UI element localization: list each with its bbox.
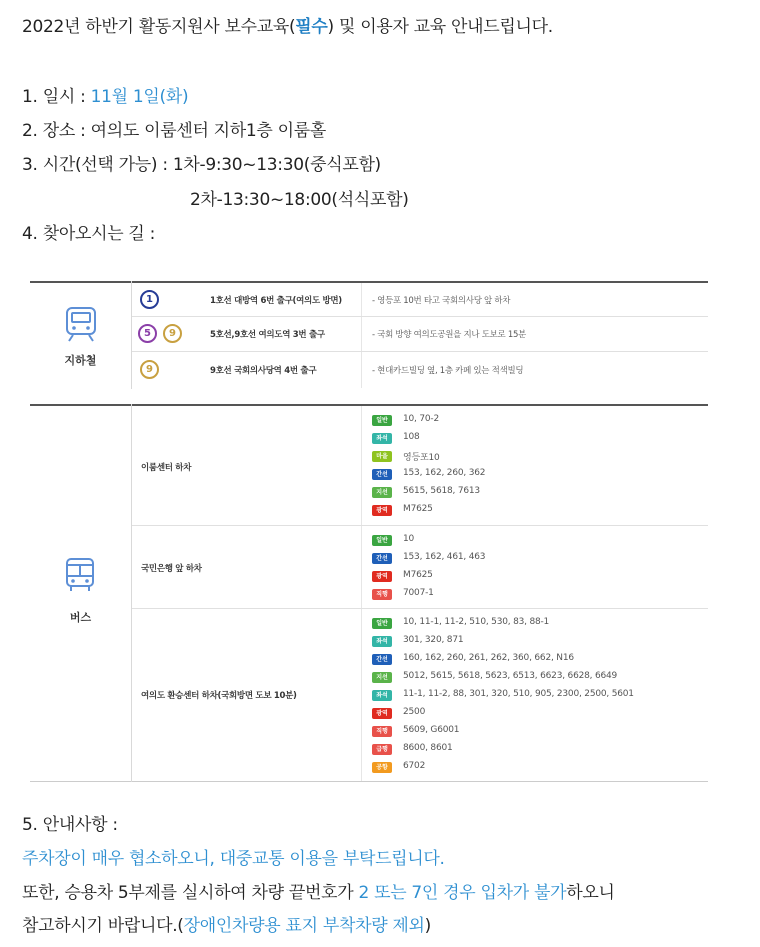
subway-label: 지하철	[64, 354, 97, 367]
bus-numbers: 6702	[403, 761, 426, 771]
bus-type-badge: 지선	[372, 672, 392, 683]
bus-type-badge: 일반	[372, 618, 392, 629]
intro-text-end: ) 및 이용자 교육 안내드립니다.	[327, 17, 553, 37]
bus-stop-name: 이룸센터 하차	[141, 463, 192, 473]
time-line-second: 2차-13:30~18:00(석식포함)	[190, 190, 409, 210]
time-line: 3. 시간(선택 가능) : 1차-9:30~13:30(중식포함)	[22, 155, 381, 175]
bus-numbers: 301, 320, 871	[403, 635, 464, 645]
intro-line	[22, 15, 553, 39]
line-1-badge: 1	[140, 290, 159, 309]
station-name: 9호선 국회의사당역 4번 출구	[210, 366, 317, 376]
bus-type-badge: 급행	[372, 744, 392, 755]
line-5-badge: 5	[138, 324, 157, 343]
bus-type-badge: 광역	[372, 505, 392, 516]
bus-type-badge: 직행	[372, 589, 392, 600]
bus-type-badge: 공항	[372, 762, 392, 773]
bus-type-badge: 좌석	[372, 636, 392, 647]
restriction-highlight: 2 또는 7인 경우 입차가 불가	[358, 883, 567, 903]
date-line	[22, 85, 188, 109]
bus-type-badge: 지선	[372, 487, 392, 498]
required-highlight: 필수	[295, 17, 328, 37]
bus-stop-row	[132, 609, 708, 781]
bus-numbers: 5609, G6001	[403, 725, 460, 735]
restriction-line	[22, 881, 615, 905]
restriction-text: 또한, 승용차 5부제를 실시하여 차량 끝번호가	[22, 883, 359, 903]
date-value: 11월 1일(화)	[90, 87, 189, 107]
bus-label: 버스	[69, 611, 92, 624]
directions-line: 4. 찾아오시는 길 :	[22, 224, 156, 244]
bus-type-badge: 간선	[372, 553, 392, 564]
bus-stop-row	[132, 406, 708, 526]
route-note: - 국회 방향 여의도공원을 지나 도보로 15분	[372, 330, 526, 340]
bus-numbers: 7007-1	[403, 588, 434, 598]
bus-type-badge: 광역	[372, 571, 392, 582]
bus-numbers: 5615, 5618, 7613	[403, 486, 480, 496]
bus-type-badge: 광역	[372, 708, 392, 719]
restriction-text-end: 하오니	[566, 883, 615, 903]
bus-stop-name: 국민은행 앞 하차	[141, 564, 202, 574]
subway-category	[30, 281, 132, 389]
bus-numbers: M7625	[403, 570, 433, 580]
notice-title: 5. 안내사항 :	[22, 815, 118, 835]
bus-numbers: 영등포10	[403, 453, 440, 463]
bus-type-badge: 간선	[372, 469, 392, 480]
bus-type-badge: 직행	[372, 726, 392, 737]
bus-type-badge: 일반	[372, 535, 392, 546]
bus-type-badge: 일반	[372, 415, 392, 426]
place-line: 2. 장소 : 여의도 이룸센터 지하1층 이룸홀	[22, 121, 327, 141]
subway-row	[132, 352, 708, 388]
bus-type-badge: 마을	[372, 451, 392, 462]
bus-type-badge: 좌석	[372, 690, 392, 701]
bus-numbers: M7625	[403, 504, 433, 514]
exception-text-end: )	[424, 916, 432, 936]
parking-notice: 주차장이 매우 협소하오니, 대중교통 이용을 부탁드립니다.	[22, 849, 445, 869]
bus-numbers: 10, 11-1, 11-2, 510, 530, 83, 88-1	[403, 617, 550, 627]
bus-type-badge: 간선	[372, 654, 392, 665]
bus-stop-name: 여의도 환승센터 하차(국회방면 도보 10분)	[141, 691, 297, 701]
bus-icon	[62, 556, 98, 594]
route-note: - 현대카드빌딩 옆, 1층 카페 있는 적색빌딩	[372, 366, 524, 376]
bus-numbers: 108	[403, 432, 420, 442]
bus-numbers: 8600, 8601	[403, 743, 453, 753]
station-name: 5호선,9호선 여의도역 3번 출구	[210, 330, 325, 340]
bus-category	[30, 404, 132, 782]
station-name: 1호선 대방역 6번 출구(여의도 방면)	[210, 296, 342, 306]
exception-line	[22, 914, 431, 938]
subway-row	[132, 317, 708, 352]
exception-text: 참고하시기 바랍니다.(	[22, 916, 184, 936]
date-label: 1. 일시 :	[22, 87, 91, 107]
subway-icon	[63, 305, 99, 343]
bus-stop-row	[132, 526, 708, 609]
line-9-badge: 9	[140, 360, 159, 379]
exception-highlight: 장애인차량용 표지 부착차량 제외	[183, 916, 425, 936]
bus-numbers: 160, 162, 260, 261, 262, 360, 662, N16	[403, 653, 574, 663]
line-9-badge: 9	[163, 324, 182, 343]
bus-numbers: 153, 162, 461, 463	[403, 552, 486, 562]
bus-table	[30, 404, 708, 782]
bus-numbers: 11-1, 11-2, 88, 301, 320, 510, 905, 2300, 2500, 5601	[403, 689, 634, 699]
subway-row	[132, 283, 708, 317]
subway-table	[30, 281, 708, 389]
bus-numbers: 153, 162, 260, 362	[403, 468, 486, 478]
bus-numbers: 10	[403, 534, 415, 544]
bus-type-badge: 좌석	[372, 433, 392, 444]
bus-numbers: 10, 70-2	[403, 414, 439, 424]
bus-numbers: 2500	[403, 707, 426, 717]
route-note: - 영등포 10번 타고 국회의사당 앞 하차	[372, 296, 511, 306]
intro-text: 2022년 하반기 활동지원사 보수교육(	[22, 17, 296, 37]
bus-numbers: 5012, 5615, 5618, 5623, 6513, 6623, 6628, 6649	[403, 671, 618, 681]
